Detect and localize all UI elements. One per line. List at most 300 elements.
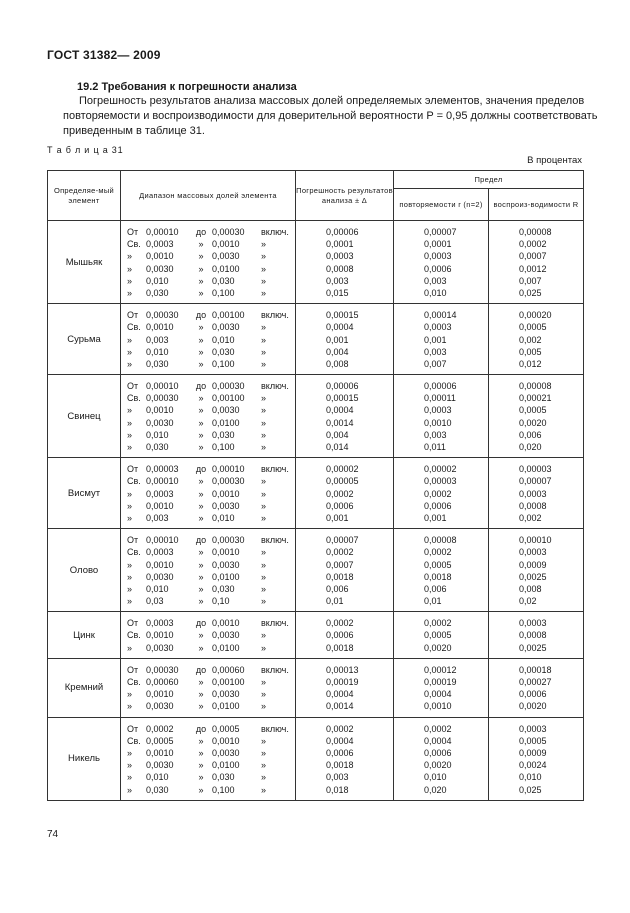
range-part: 0,0005 bbox=[146, 735, 174, 746]
range-part: 0,00060 bbox=[212, 664, 245, 675]
range-cell bbox=[121, 458, 296, 529]
range-part: 0,0100 bbox=[212, 760, 240, 771]
range-part: » bbox=[261, 512, 267, 523]
range-part: От bbox=[127, 464, 139, 475]
range-part: » bbox=[198, 405, 204, 416]
page-number: 74 bbox=[47, 829, 59, 840]
range-cell bbox=[121, 375, 296, 458]
error-value: 0,004 bbox=[326, 429, 349, 440]
range-part: 0,00100 bbox=[212, 393, 245, 404]
range-part: 0,0030 bbox=[146, 571, 174, 582]
range-part: 0,0003 bbox=[146, 488, 174, 499]
error-value: 0,014 bbox=[326, 442, 349, 452]
range-part: » bbox=[127, 689, 133, 700]
range-part: 0,030 bbox=[146, 784, 169, 795]
range-part: 0,0010 bbox=[146, 630, 174, 641]
range-line bbox=[127, 595, 291, 607]
range-part: до bbox=[195, 664, 207, 675]
range-part: » bbox=[261, 251, 267, 262]
range-line bbox=[127, 238, 291, 250]
range-part: 0,0010 bbox=[146, 500, 174, 511]
range-part: 0,0010 bbox=[146, 405, 174, 416]
range-part: 0,0010 bbox=[212, 547, 240, 558]
error-value-cell bbox=[296, 717, 394, 800]
error-value: 0,00002 bbox=[326, 464, 359, 475]
range-part: » bbox=[127, 346, 133, 357]
range-part: 0,030 bbox=[212, 429, 235, 440]
range-line bbox=[127, 559, 291, 571]
range-part: 0,0030 bbox=[212, 747, 240, 758]
range-part: до bbox=[195, 723, 207, 734]
range-part: 0,0030 bbox=[212, 630, 240, 641]
range-part: 0,0030 bbox=[146, 263, 174, 274]
range-line bbox=[127, 629, 291, 641]
range-part: 0,0010 bbox=[146, 747, 174, 758]
range-part: 0,010 bbox=[146, 346, 169, 357]
error-value: 0,0018 bbox=[326, 571, 354, 582]
repeatability-value: 0,00007 bbox=[424, 227, 457, 237]
reproducibility-value: 0,005 bbox=[519, 346, 542, 357]
reproducibility-value-cell bbox=[489, 529, 584, 612]
range-part: » bbox=[198, 571, 204, 582]
range-cell bbox=[121, 658, 296, 717]
range-part: » bbox=[127, 263, 133, 274]
range-line bbox=[127, 617, 291, 629]
range-part: 0,0010 bbox=[146, 251, 174, 262]
repeatability-value: 0,0006 bbox=[424, 263, 452, 274]
reproducibility-value: 0,0005 bbox=[519, 322, 547, 333]
error-value: 0,0018 bbox=[326, 642, 354, 653]
repeatability-value: 0,0020 bbox=[424, 760, 452, 771]
range-part: 0,030 bbox=[212, 772, 235, 783]
repeatability-value-cell bbox=[394, 717, 489, 800]
error-value: 0,0006 bbox=[326, 747, 354, 758]
range-part: включ. bbox=[261, 227, 289, 237]
range-line bbox=[127, 583, 291, 595]
range-line bbox=[127, 759, 291, 771]
range-part: » bbox=[261, 263, 267, 274]
range-part: включ. bbox=[261, 535, 289, 546]
reproducibility-value: 0,002 bbox=[519, 334, 542, 345]
repeatability-value: 0,0004 bbox=[424, 689, 452, 700]
repeatability-value: 0,00019 bbox=[424, 677, 457, 687]
error-value: 0,0006 bbox=[326, 500, 354, 511]
range-part: От bbox=[127, 381, 139, 392]
repeatability-value: 0,010 bbox=[424, 772, 447, 783]
range-part: » bbox=[127, 275, 133, 286]
repeatability-value-cell bbox=[394, 375, 489, 458]
range-part: » bbox=[261, 358, 267, 369]
range-part: » bbox=[198, 512, 204, 523]
range-part: включ. bbox=[261, 381, 289, 392]
repeatability-value: 0,003 bbox=[424, 429, 447, 440]
repeatability-value: 0,0002 bbox=[424, 547, 452, 558]
header-repeatability: повторяемости r (n=2) bbox=[394, 189, 489, 221]
range-line bbox=[127, 500, 291, 512]
error-value: 0,00006 bbox=[326, 381, 359, 392]
range-part: 0,0030 bbox=[212, 500, 240, 511]
element-name: Сурьма bbox=[48, 304, 121, 375]
range-part: 0,010 bbox=[212, 512, 235, 523]
repeatability-value: 0,0005 bbox=[424, 559, 452, 570]
range-line bbox=[127, 309, 291, 321]
range-part: » bbox=[127, 559, 133, 570]
range-part: » bbox=[127, 596, 133, 607]
repeatability-value-cell bbox=[394, 612, 489, 659]
error-value: 0,0004 bbox=[326, 689, 354, 700]
repeatability-value-cell bbox=[394, 658, 489, 717]
range-part: включ. bbox=[261, 618, 289, 629]
repeatability-value: 0,0020 bbox=[424, 642, 452, 653]
error-value: 0,00013 bbox=[326, 664, 359, 675]
range-part: 0,00030 bbox=[212, 476, 245, 487]
range-part: Св. bbox=[127, 677, 141, 687]
range-part: » bbox=[127, 642, 133, 653]
reproducibility-value: 0,00008 bbox=[519, 227, 552, 237]
range-part: 0,0030 bbox=[146, 760, 174, 771]
table-row bbox=[48, 304, 584, 375]
range-line bbox=[127, 380, 291, 392]
error-value: 0,0004 bbox=[326, 735, 354, 746]
range-line bbox=[127, 747, 291, 759]
range-part: » bbox=[261, 405, 267, 416]
range-part: » bbox=[198, 287, 204, 298]
header-range: Диапазон массовых долей элемента bbox=[121, 171, 296, 221]
range-part: » bbox=[127, 571, 133, 582]
reproducibility-value: 0,0005 bbox=[519, 735, 547, 746]
range-part: » bbox=[198, 263, 204, 274]
repeatability-value: 0,006 bbox=[424, 583, 447, 594]
document-id: ГОСТ 31382— 2009 bbox=[47, 48, 161, 62]
range-part: 0,00003 bbox=[146, 464, 179, 475]
reproducibility-value: 0,00007 bbox=[519, 476, 552, 487]
error-value: 0,0004 bbox=[326, 405, 354, 416]
range-line bbox=[127, 664, 291, 676]
range-part: включ. bbox=[261, 464, 289, 475]
repeatability-value: 0,011 bbox=[424, 442, 446, 452]
range-part: » bbox=[198, 239, 204, 250]
error-value: 0,00015 bbox=[326, 310, 359, 321]
element-name: Цинк bbox=[48, 612, 121, 659]
range-part: Св. bbox=[127, 393, 141, 404]
range-part: От bbox=[127, 618, 139, 629]
range-part: 0,0010 bbox=[212, 239, 240, 250]
range-part: 0,00030 bbox=[212, 227, 245, 237]
paragraph-line: приведенным в таблице 31. bbox=[63, 125, 205, 137]
unit-note: В процентах bbox=[527, 155, 582, 166]
range-part: » bbox=[198, 547, 204, 558]
range-part: » bbox=[127, 334, 133, 345]
range-line bbox=[127, 358, 291, 370]
range-part: От bbox=[127, 723, 139, 734]
range-part: 0,003 bbox=[146, 512, 169, 523]
range-line bbox=[127, 321, 291, 333]
reproducibility-value-cell bbox=[489, 658, 584, 717]
range-part: 0,0100 bbox=[212, 263, 240, 274]
repeatability-value: 0,00008 bbox=[424, 535, 457, 546]
range-part: 0,010 bbox=[146, 583, 169, 594]
reproducibility-value: 0,0009 bbox=[519, 747, 547, 758]
reproducibility-value: 0,025 bbox=[519, 784, 542, 795]
range-part: » bbox=[261, 772, 267, 783]
range-line bbox=[127, 571, 291, 583]
range-line bbox=[127, 334, 291, 346]
range-part: 0,0030 bbox=[212, 405, 240, 416]
range-part: 0,0003 bbox=[146, 547, 174, 558]
range-line bbox=[127, 735, 291, 747]
range-part: » bbox=[198, 735, 204, 746]
element-name: Свинец bbox=[48, 375, 121, 458]
repeatability-value-cell bbox=[394, 529, 489, 612]
range-line bbox=[127, 784, 291, 796]
range-part: » bbox=[261, 488, 267, 499]
reproducibility-value: 0,00010 bbox=[519, 535, 552, 546]
element-name: Никель bbox=[48, 717, 121, 800]
range-part: 0,0002 bbox=[146, 723, 174, 734]
repeatability-value: 0,0002 bbox=[424, 618, 452, 629]
repeatability-value: 0,0002 bbox=[424, 488, 452, 499]
table-label: Т а б л и ц а 31 bbox=[47, 145, 124, 155]
error-value: 0,0002 bbox=[326, 488, 354, 499]
error-value: 0,0004 bbox=[326, 322, 354, 333]
range-part: » bbox=[261, 735, 267, 746]
range-part: 0,003 bbox=[146, 334, 169, 345]
error-requirements-table bbox=[47, 170, 584, 801]
error-value: 0,0002 bbox=[326, 618, 354, 629]
range-line bbox=[127, 429, 291, 441]
range-part: » bbox=[261, 630, 267, 641]
repeatability-value: 0,0005 bbox=[424, 630, 452, 641]
range-part: » bbox=[127, 442, 133, 452]
range-part: » bbox=[198, 689, 204, 700]
section-paragraph bbox=[63, 94, 598, 139]
reproducibility-value: 0,00027 bbox=[519, 677, 552, 687]
range-line bbox=[127, 287, 291, 299]
range-part: » bbox=[261, 547, 267, 558]
range-part: 0,10 bbox=[212, 596, 230, 607]
range-part: » bbox=[261, 476, 267, 487]
error-value: 0,0002 bbox=[326, 723, 354, 734]
range-part: Св. bbox=[127, 476, 141, 487]
range-part: 0,100 bbox=[212, 287, 235, 298]
range-part: 0,010 bbox=[146, 429, 169, 440]
error-value: 0,0007 bbox=[326, 559, 354, 570]
error-value: 0,001 bbox=[326, 334, 349, 345]
range-part: » bbox=[261, 784, 267, 795]
error-value: 0,015 bbox=[326, 287, 349, 298]
range-part: 0,100 bbox=[212, 784, 235, 795]
range-part: » bbox=[127, 747, 133, 758]
range-part: » bbox=[198, 322, 204, 333]
table-row bbox=[48, 529, 584, 612]
error-value: 0,00019 bbox=[326, 677, 359, 687]
range-part: 0,0030 bbox=[146, 642, 174, 653]
range-part: » bbox=[198, 772, 204, 783]
range-part: » bbox=[261, 760, 267, 771]
reproducibility-value-cell bbox=[489, 612, 584, 659]
range-part: » bbox=[198, 358, 204, 369]
range-part: 0,030 bbox=[146, 358, 169, 369]
range-part: 0,00030 bbox=[146, 393, 179, 404]
error-value-cell bbox=[296, 529, 394, 612]
error-value-cell bbox=[296, 375, 394, 458]
element-name: Висмут bbox=[48, 458, 121, 529]
range-line bbox=[127, 263, 291, 275]
range-part: » bbox=[198, 583, 204, 594]
range-part: 0,00030 bbox=[146, 310, 179, 321]
error-value-cell bbox=[296, 221, 394, 304]
table-row bbox=[48, 375, 584, 458]
range-part: » bbox=[198, 393, 204, 404]
range-part: 0,0010 bbox=[146, 322, 174, 333]
reproducibility-value-cell bbox=[489, 375, 584, 458]
range-line bbox=[127, 512, 291, 524]
range-part: включ. bbox=[261, 310, 289, 321]
error-value: 0,0002 bbox=[326, 547, 354, 558]
reproducibility-value-cell bbox=[489, 717, 584, 800]
range-part: 0,00030 bbox=[146, 664, 179, 675]
range-part: до bbox=[195, 227, 207, 237]
paragraph-line: Погрешность результатов анализа массовых долей определяемых элементов, значения пределов bbox=[79, 95, 585, 107]
range-part: 0,030 bbox=[146, 287, 169, 298]
range-part: 0,0030 bbox=[212, 689, 240, 700]
range-part: 0,030 bbox=[212, 583, 235, 594]
range-part: до bbox=[195, 464, 207, 475]
range-part: 0,010 bbox=[146, 275, 169, 286]
range-part: 0,0003 bbox=[146, 239, 174, 250]
range-part: 0,100 bbox=[212, 442, 235, 452]
range-part: » bbox=[127, 583, 133, 594]
range-part: 0,00010 bbox=[212, 464, 245, 475]
repeatability-value-cell bbox=[394, 221, 489, 304]
range-part: 0,0100 bbox=[212, 571, 240, 582]
range-part: 0,0010 bbox=[212, 488, 240, 499]
range-part: » bbox=[261, 500, 267, 511]
range-part: 0,010 bbox=[146, 772, 169, 783]
table-row bbox=[48, 658, 584, 717]
reproducibility-value: 0,0009 bbox=[519, 559, 547, 570]
range-part: 0,0030 bbox=[146, 417, 174, 428]
range-line bbox=[127, 346, 291, 358]
range-part: 0,0003 bbox=[146, 618, 174, 629]
range-part: 0,0030 bbox=[146, 701, 174, 712]
reproducibility-value: 0,0025 bbox=[519, 571, 547, 582]
reproducibility-value-cell bbox=[489, 304, 584, 375]
error-value: 0,0003 bbox=[326, 251, 354, 262]
error-value: 0,018 bbox=[326, 784, 349, 795]
range-part: » bbox=[127, 417, 133, 428]
error-value: 0,001 bbox=[326, 512, 349, 523]
range-part: » bbox=[261, 275, 267, 286]
range-part: до bbox=[195, 381, 207, 392]
range-part: От bbox=[127, 664, 139, 675]
range-line bbox=[127, 488, 291, 500]
repeatability-value: 0,00002 bbox=[424, 464, 457, 475]
range-part: » bbox=[127, 760, 133, 771]
range-part: включ. bbox=[261, 723, 289, 734]
reproducibility-value: 0,0025 bbox=[519, 642, 547, 653]
range-part: » bbox=[198, 596, 204, 607]
reproducibility-value: 0,0003 bbox=[519, 547, 547, 558]
range-part: 0,010 bbox=[212, 334, 235, 345]
reproducibility-value: 0,008 bbox=[519, 583, 542, 594]
range-part: От bbox=[127, 535, 139, 546]
range-part: » bbox=[127, 500, 133, 511]
range-part: » bbox=[127, 784, 133, 795]
repeatability-value: 0,00011 bbox=[424, 393, 456, 404]
error-value: 0,00007 bbox=[326, 535, 359, 546]
range-part: » bbox=[261, 287, 267, 298]
range-line bbox=[127, 275, 291, 287]
range-line bbox=[127, 441, 291, 453]
range-part: » bbox=[198, 429, 204, 440]
range-part: 0,00010 bbox=[146, 535, 179, 546]
range-line bbox=[127, 475, 291, 487]
header-reproducibility: воспроиз-водимости R bbox=[489, 189, 584, 221]
header-error: Погрешность результатов анализа ± Δ bbox=[296, 171, 394, 221]
range-part: 0,0010 bbox=[146, 689, 174, 700]
repeatability-value: 0,0001 bbox=[424, 239, 452, 250]
range-part: » bbox=[198, 334, 204, 345]
error-value: 0,00005 bbox=[326, 476, 359, 487]
range-part: 0,0030 bbox=[212, 559, 240, 570]
range-part: до bbox=[195, 535, 207, 546]
range-cell bbox=[121, 717, 296, 800]
repeatability-value: 0,0010 bbox=[424, 701, 452, 712]
repeatability-value: 0,001 bbox=[424, 512, 447, 523]
range-part: » bbox=[198, 275, 204, 286]
range-part: » bbox=[261, 596, 267, 607]
repeatability-value: 0,0018 bbox=[424, 571, 452, 582]
repeatability-value-cell bbox=[394, 458, 489, 529]
range-part: » bbox=[261, 571, 267, 582]
error-value: 0,0006 bbox=[326, 630, 354, 641]
range-part: » bbox=[127, 405, 133, 416]
range-part: 0,0010 bbox=[146, 559, 174, 570]
range-part: » bbox=[127, 772, 133, 783]
range-part: до bbox=[195, 310, 207, 321]
range-part: 0,00100 bbox=[212, 310, 245, 321]
range-line bbox=[127, 404, 291, 416]
reproducibility-value-cell bbox=[489, 221, 584, 304]
range-part: » bbox=[198, 677, 204, 687]
error-value: 0,0008 bbox=[326, 263, 354, 274]
range-part: » bbox=[127, 358, 133, 369]
error-value: 0,006 bbox=[326, 583, 349, 594]
range-part: » bbox=[198, 346, 204, 357]
error-value: 0,00015 bbox=[326, 393, 359, 404]
range-part: 0,00010 bbox=[146, 476, 179, 487]
range-part: » bbox=[127, 287, 133, 298]
range-part: 0,100 bbox=[212, 358, 235, 369]
range-part: 0,03 bbox=[146, 596, 164, 607]
range-cell bbox=[121, 612, 296, 659]
range-part: » bbox=[261, 322, 267, 333]
range-part: 0,0030 bbox=[212, 322, 240, 333]
range-part: » bbox=[127, 488, 133, 499]
error-value-cell bbox=[296, 458, 394, 529]
error-value: 0,0014 bbox=[326, 701, 354, 712]
range-part: » bbox=[261, 417, 267, 428]
range-part: 0,00010 bbox=[146, 227, 179, 237]
range-line bbox=[127, 771, 291, 783]
range-part: » bbox=[198, 642, 204, 653]
range-part: 0,0100 bbox=[212, 701, 240, 712]
range-part: » bbox=[261, 583, 267, 594]
repeatability-value-cell bbox=[394, 304, 489, 375]
range-part: » bbox=[261, 677, 267, 687]
range-line bbox=[127, 417, 291, 429]
